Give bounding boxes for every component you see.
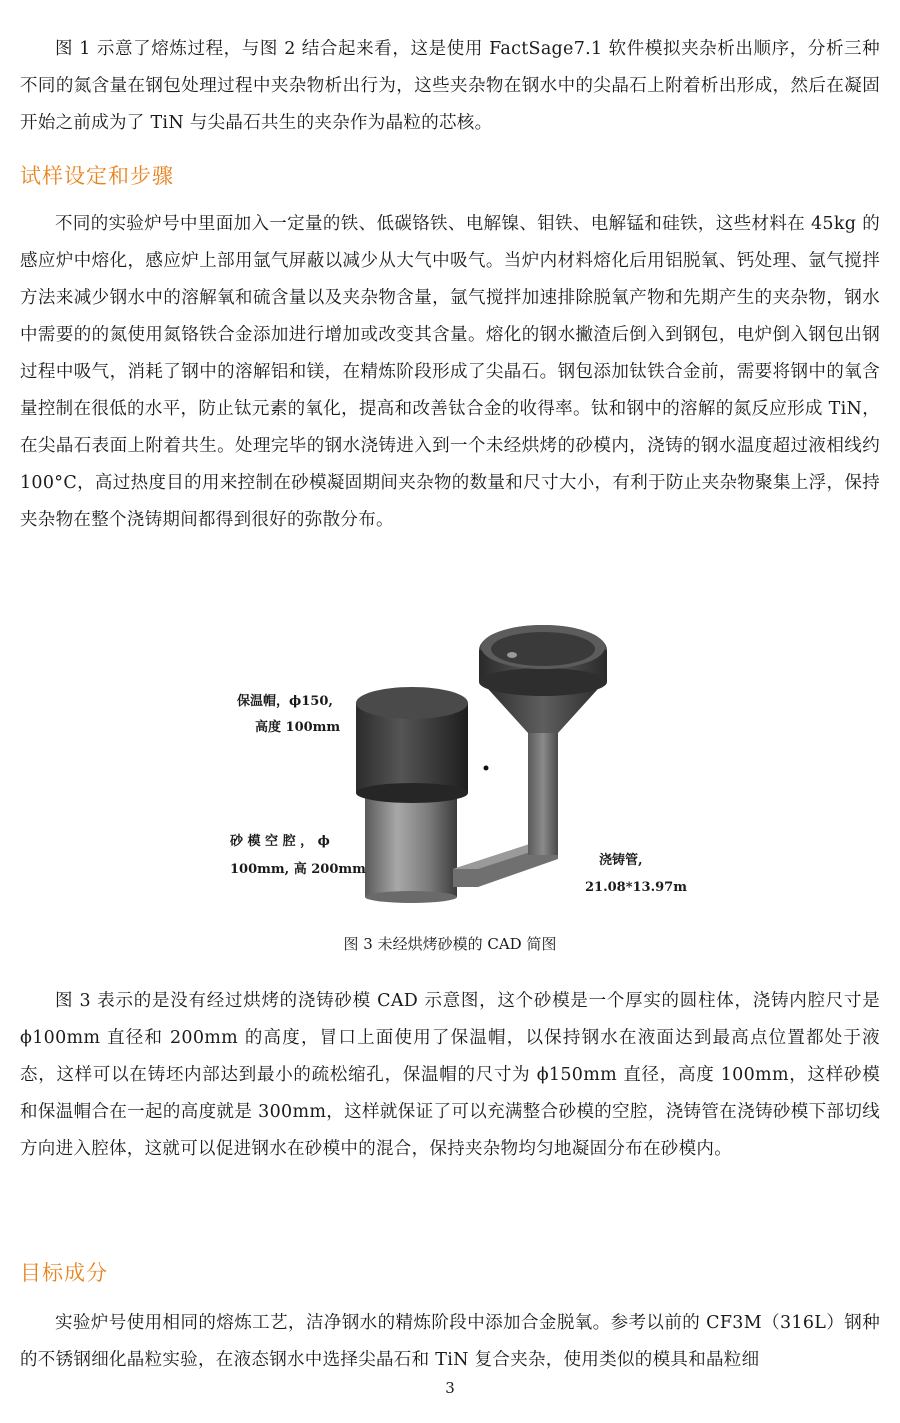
marker-dot [484,766,489,771]
paragraph-procedure: 不同的实验炉号中里面加入一定量的铁、低碳铬铁、电解镍、钼铁、电解锰和硅铁，这些材料在 45kg 的感应炉中熔化，感应炉上部用氩气屏蔽以减少从大气中吸气。当炉内材料熔化后用铝脱氧、钙处理、氩气搅拌方法来减少钢水中的溶解氧和硫含量以及夹杂物含量，氩气搅拌加速排除脱氧产物和先期产生的夹杂物，钢水中需要的的氮使用氮铬铁合金添加进行增加或改变其含量。熔化的钢水撇渣后倒入到钢包，电炉倒入钢包出钢过程中吸气，消耗了钢中的溶解铝和镁，在精炼阶段形成了尖晶石。钢包添加钛铁合金前，需要将钢中的氧含量控制在很低的水平，防止钛元素的氧化，提高和改善钛合金的收得率。钛和钢中的溶解的氮反应形成 TiN，在尖晶石表面上附着共生。处理完毕的钢水浇铸进入到一个未经烘烤的砂模内，浇铸的钢水温度超过液相线约 100°C，高过热度目的用来控制在砂模凝固期间夹杂物的数量和尺寸大小，有利于防止夹杂物聚集上浮，保持夹杂物在整个浇铸期间都得到很好的弥散分布。 [20,214,880,530]
label-cavity-line2: 100mm, 高 200mm [230,862,366,877]
paragraph-target-composition: 实验炉号使用相同的熔炼工艺，洁净钢水的精炼阶段中添加合金脱氧。参考以前的 CF3M（316L）钢种的不锈钢细化晶粒实验，在液态钢水中选择尖晶石和 TiN 复合夹杂，使用类似的模具和晶粒细 [20,1313,880,1370]
insulating-cap-shape [356,687,468,803]
label-pipe-line1: 浇铸管, [599,853,643,868]
label-cavity-line1: 砂 模 空 腔 ， ϕ [230,834,330,849]
paragraph-figure-description: 图 3 表示的是没有经过烘烤的浇铸砂模 CAD 示意图，这个砂模是一个厚实的圆柱体，浇铸内腔尺寸是 ϕ100mm 直径和 200mm 的高度，冒口上面使用了保温帽，以保持钢水在液面达到最高点位置都处于液态，这样可以在铸坯内部达到最小的疏松缩孔，保温帽的尺寸为 ϕ150mm 直径，高度 100mm，这样砂模和保温帽合在一起的高度就是 300mm，这样就保证了可以充满整合砂模的空腔，浇铸管在浇铸砂模下部切线方向进入腔体，这就可以促进钢水在砂模中的混合，保持夹杂物均匀地凝固分布在砂模内。 [20,991,880,1159]
label-pipe-line2: 21.08*13.97m [585,880,687,895]
pouring-funnel-shape [479,625,607,733]
figure-caption: 图 3 未经烘烤砂模的 CAD 简图 [343,935,557,953]
section-heading-sample-setup: 试样设定和步骤 [20,164,174,188]
page-number: 3 [445,1379,455,1397]
label-cap-line2: 高度 100mm [255,720,341,735]
paragraph-intro: 图 1 示意了熔炼过程，与图 2 结合起来看，这是使用 FactSage7.1 软件模拟夹杂析出顺序，分析三种不同的氮含量在钢包处理过程中夹杂物析出行为，这些夹杂物在钢水中的尖晶石上附着析出形成，然后在凝固开始之前成为了 TiN 与尖晶石共生的夹杂作为晶粒的芯核。 [20,39,880,133]
label-cap-line1: 保温帽，ϕ150, [237,694,333,709]
sand-mold-cad-drawing [228,615,688,915]
cad-figure [228,615,688,915]
section-heading-target-composition: 目标成分 [20,1261,108,1285]
sprue-pipe-shape [528,720,558,855]
